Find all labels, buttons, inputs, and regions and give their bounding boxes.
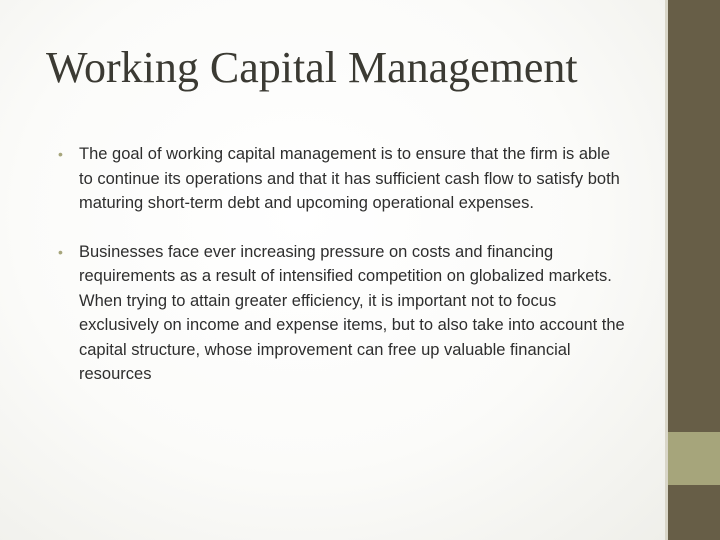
- bullet-list: [58, 142, 628, 387]
- bullet-text: Businesses face ever increasing pressure on costs and financing requirements as a result of intensified competition on globalized markets. When trying to attain greater efficiency, it is important not to focus exclusively on income and expense items, but to also take into account the capital structure, whose improvement can free up valuable financial resources: [79, 242, 625, 383]
- bullet-icon: •: [58, 243, 63, 260]
- bullet-icon: •: [58, 146, 63, 162]
- bullet-text: The goal of working capital management is to ensure that the firm is able to continue its operations and that it has sufficient cash flow to satisfy both maturing short-term debt and upcoming operational expenses.: [79, 145, 620, 212]
- bullet-item: [58, 240, 628, 387]
- side-decorative-band-bottom: [668, 485, 720, 540]
- side-decorative-band: [668, 0, 720, 432]
- slide-title: Working Capital Management: [46, 43, 578, 92]
- side-accent-block: [668, 432, 720, 485]
- bullet-item: [58, 142, 628, 216]
